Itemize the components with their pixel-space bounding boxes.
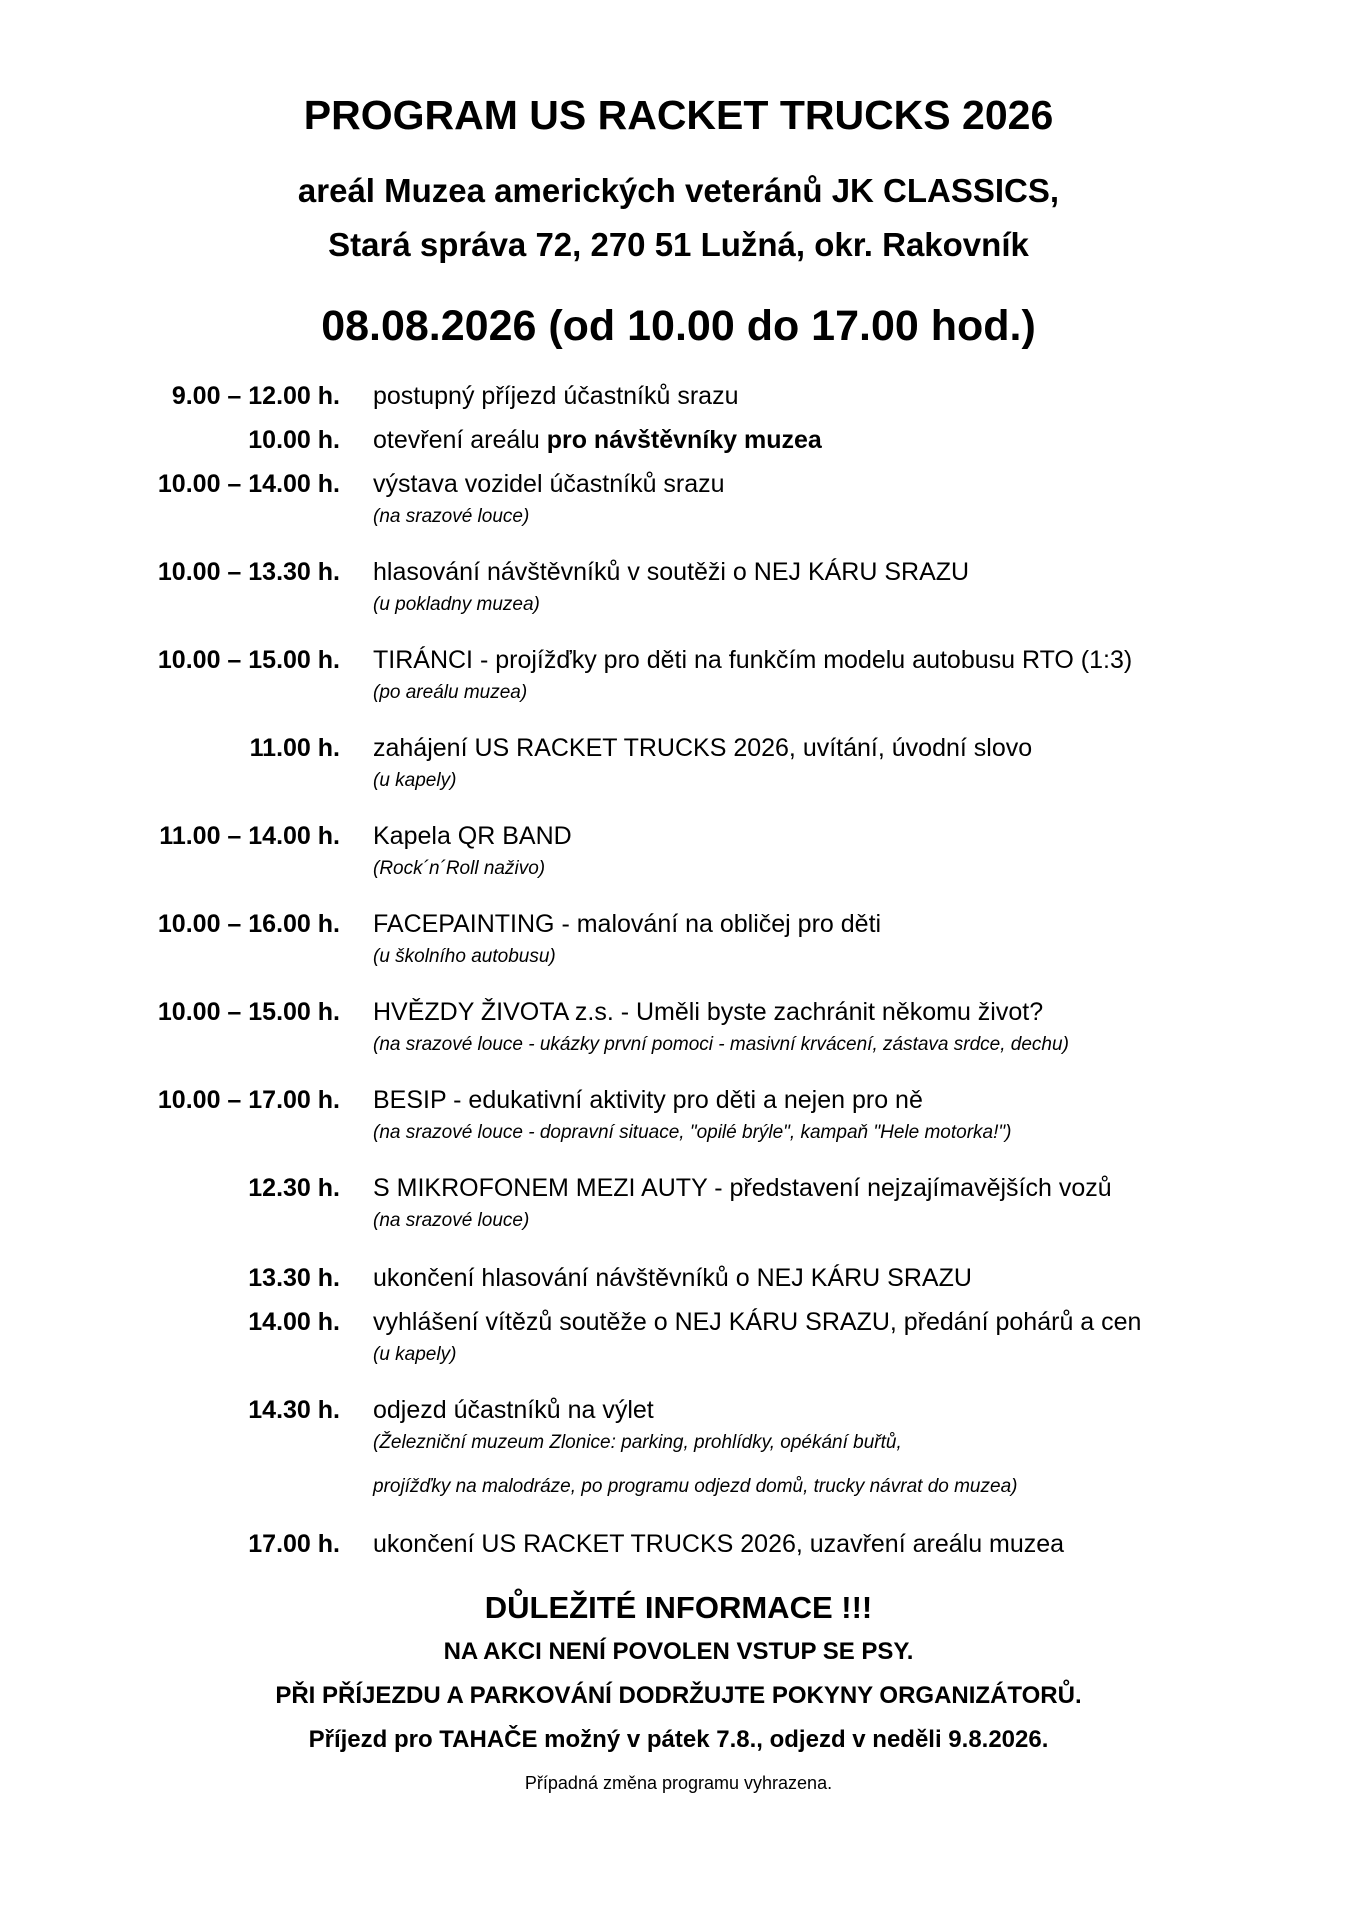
schedule-text: odjezd účastníků na výlet	[373, 1396, 654, 1424]
schedule-time: 14.30 h.	[248, 1396, 340, 1424]
schedule-note: (u školního autobusu)	[373, 946, 556, 967]
schedule-time: 10.00 – 17.00 h.	[157, 1086, 340, 1114]
schedule-note: (u kapely)	[373, 1344, 457, 1365]
schedule-note: (Železniční muzeum Zlonice: parking, prohlídky, opékání buřtů,	[373, 1432, 902, 1453]
schedule-time: 11.00 – 14.00 h.	[159, 822, 340, 850]
event-date: 08.08.2026 (od 10.00 do 17.00 hod.)	[321, 302, 1036, 350]
schedule-note: (u pokladny muzea)	[373, 594, 540, 615]
schedule-text: vyhlášení vítězů soutěže o NEJ KÁRU SRAZU, předání pohárů a cen	[373, 1308, 1142, 1336]
schedule-time: 11.00 h.	[249, 734, 340, 762]
schedule-text: FACEPAINTING - malování na obličej pro děti	[373, 910, 882, 938]
schedule-text: S MIKROFONEM MEZI AUTY - představení nejzajímavějších vozů	[373, 1174, 1112, 1202]
schedule-text: ukončení hlasování návštěvníků o NEJ KÁRU SRAZU	[373, 1264, 972, 1292]
schedule-text-regular: otevření areálu	[373, 426, 547, 454]
schedule-time: 13.30 h.	[248, 1264, 340, 1292]
page-title: PROGRAM US RACKET TRUCKS 2026	[303, 92, 1054, 138]
schedule-time: 10.00 – 15.00 h.	[157, 646, 340, 674]
schedule-text: Kapela QR BAND	[373, 822, 572, 850]
important-heading: DŮLEŽITÉ INFORMACE !!!	[484, 1590, 873, 1625]
schedule-time: 17.00 h.	[248, 1530, 340, 1558]
schedule-time: 10.00 – 15.00 h.	[157, 998, 340, 1026]
schedule-time: 10.00 – 13.30 h.	[157, 558, 340, 586]
important-line-3: Příjezd pro TAHAČE možný v pátek 7.8., odjezd v neděli 9.8.2026.	[308, 1726, 1049, 1753]
venue-line-1: areál Muzea amerických veteránů JK CLASSICS,	[297, 172, 1060, 209]
schedule-text	[373, 424, 1333, 456]
schedule-note: (na srazové louce)	[373, 1210, 530, 1231]
schedule-note: (Rock´n´Roll naživo)	[373, 858, 546, 879]
footnote: Případná změna programu vyhrazena.	[524, 1773, 833, 1793]
schedule-text: postupný příjezd účastníků srazu	[373, 382, 739, 410]
schedule-note-continued: projížďky na malodráze, po programu odjezd domů, trucky návrat do muzea)	[373, 1476, 1018, 1497]
schedule-text: TIRÁNCI - projížďky pro děti na funkčím modelu autobusu RTO (1:3)	[373, 646, 1133, 674]
schedule-text: výstava vozidel účastníků srazu	[373, 470, 725, 498]
important-line-1: NA AKCI NENÍ POVOLEN VSTUP SE PSY.	[443, 1638, 914, 1665]
schedule-text: zahájení US RACKET TRUCKS 2026, uvítání, úvodní slovo	[373, 734, 1033, 762]
schedule-text: BESIP - edukativní aktivity pro děti a nejen pro ně	[373, 1086, 923, 1114]
venue-line-2: Stará správa 72, 270 51 Lužná, okr. Rakovník	[328, 226, 1029, 263]
schedule-time: 10.00 h.	[248, 426, 340, 454]
schedule-note: (u kapely)	[373, 770, 457, 791]
schedule-note: (na srazové louce)	[373, 506, 530, 527]
schedule-note: (na srazové louce - dopravní situace, "opilé brýle", kampaň "Hele motorka!")	[373, 1122, 1012, 1143]
schedule-text: ukončení US RACKET TRUCKS 2026, uzavření areálu muzea	[373, 1530, 1065, 1558]
schedule-text: hlasování návštěvníků v soutěži o NEJ KÁRU SRAZU	[373, 558, 970, 586]
important-line-2: PŘI PŘÍJEZDU A PARKOVÁNÍ DODRŽUJTE POKYNY ORGANIZÁTORŮ.	[275, 1682, 1082, 1709]
schedule-time: 14.00 h.	[248, 1308, 340, 1336]
schedule-note: (na srazové louce - ukázky první pomoci - masivní krvácení, zástava srdce, dechu)	[373, 1034, 1069, 1055]
schedule-text: HVĚZDY ŽIVOTA z.s. - Uměli byste zachránit někomu život?	[373, 998, 1044, 1026]
schedule-time: 12.30 h.	[248, 1174, 340, 1202]
schedule-note: (po areálu muzea)	[373, 682, 528, 703]
schedule-time: 10.00 – 14.00 h.	[157, 470, 340, 498]
schedule-text-bold: pro návštěvníky muzea	[546, 426, 822, 454]
schedule-time: 10.00 – 16.00 h.	[157, 910, 340, 938]
schedule-time: 9.00 – 12.00 h.	[171, 382, 340, 410]
